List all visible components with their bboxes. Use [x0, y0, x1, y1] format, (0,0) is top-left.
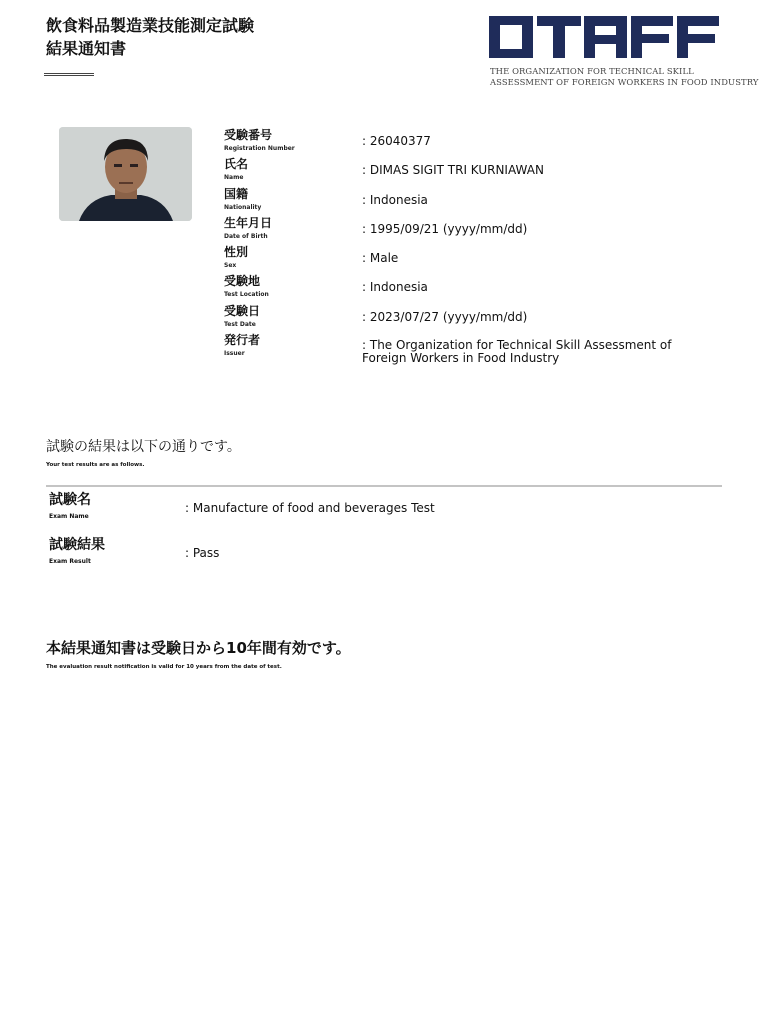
- person-photo-icon: [59, 127, 192, 221]
- title-line-2: 結果通知書: [46, 39, 127, 58]
- field-value: : DIMAS SIGIT TRI KURNIAWAN: [362, 163, 544, 178]
- field-issuer: [224, 333, 704, 366]
- exam-name-label-en: Exam Name: [49, 513, 89, 520]
- field-label-en: Name: [224, 174, 244, 182]
- field-name: [224, 157, 704, 186]
- logo-tagline-2: ASSESSMENT OF FOREIGN WORKERS IN FOOD INDUSTRY: [490, 77, 759, 87]
- tiny-print-line: [44, 73, 94, 76]
- otaff-wordmark-logo: [489, 14, 721, 60]
- field-label-jp: 発行者: [224, 333, 261, 348]
- field-label-jp: 受験地: [224, 274, 261, 289]
- document-title: [46, 14, 254, 60]
- field-value: : Male: [362, 251, 399, 266]
- field-label-en: Registration Number: [224, 145, 295, 152]
- field-value: : 2023/07/27 (yyyy/mm/dd): [362, 309, 528, 324]
- exam-result-label-jp: 試験結果: [49, 537, 105, 553]
- field-label-jp: 国籍: [224, 186, 249, 201]
- section-divider: [46, 485, 722, 487]
- results-heading: 試験の結果は以下の通りです。: [46, 439, 241, 455]
- logo-tagline-1: THE ORGANIZATION FOR TECHNICAL SKILL: [490, 66, 694, 76]
- field-registration-number: [224, 128, 704, 157]
- results-heading-en: Your test results are as follows.: [46, 462, 145, 468]
- field-label-jp: 生年月日: [224, 215, 273, 230]
- otaff-logo: [489, 14, 759, 90]
- field-label-jp: 受験番号: [224, 128, 273, 142]
- field-label-en: Test Location: [224, 291, 269, 299]
- field-sex: [224, 245, 704, 274]
- field-label-en: Nationality: [224, 203, 262, 211]
- field-nationality: [224, 187, 704, 216]
- applicant-photo: [59, 127, 192, 221]
- field-label-en: Sex: [224, 262, 237, 270]
- exam-result-label-en: Exam Result: [49, 558, 91, 565]
- field-value: : The Organization for Technical Skill Assessment of Foreign Workers in Food Industry: [362, 338, 672, 366]
- title-line-1: 飲食料品製造業技能測定試験: [46, 16, 255, 35]
- field-label-jp: 受験日: [224, 303, 261, 318]
- field-label-jp: 性別: [224, 245, 249, 260]
- exam-result-value: : Pass: [185, 546, 220, 560]
- exam-name-row: [49, 492, 709, 522]
- exam-name-label-jp: 試験名: [49, 492, 91, 508]
- field-value: : Indonesia: [362, 280, 428, 295]
- exam-name-value: : Manufacture of food and beverages Test: [185, 501, 435, 515]
- validity-notice: 本結果通知書は受験日から10年間有効です。: [46, 639, 351, 657]
- field-value: : 26040377: [362, 134, 431, 148]
- field-date-of-birth: [224, 216, 704, 245]
- field-label-jp: 氏名: [224, 157, 249, 172]
- field-label-en: Date of Birth: [224, 232, 268, 240]
- field-test-location: [224, 274, 704, 303]
- field-test-date: [224, 304, 704, 333]
- validity-notice-en: The evaluation result notification is valid for 10 years from the date of test.: [46, 664, 282, 670]
- applicant-info-table: [224, 128, 704, 366]
- field-label-en: Issuer: [224, 350, 245, 358]
- field-label-en: Test Date: [224, 320, 256, 328]
- field-value: : Indonesia: [362, 192, 428, 207]
- field-value: : 1995/09/21 (yyyy/mm/dd): [362, 221, 528, 236]
- exam-result-row: [49, 537, 709, 567]
